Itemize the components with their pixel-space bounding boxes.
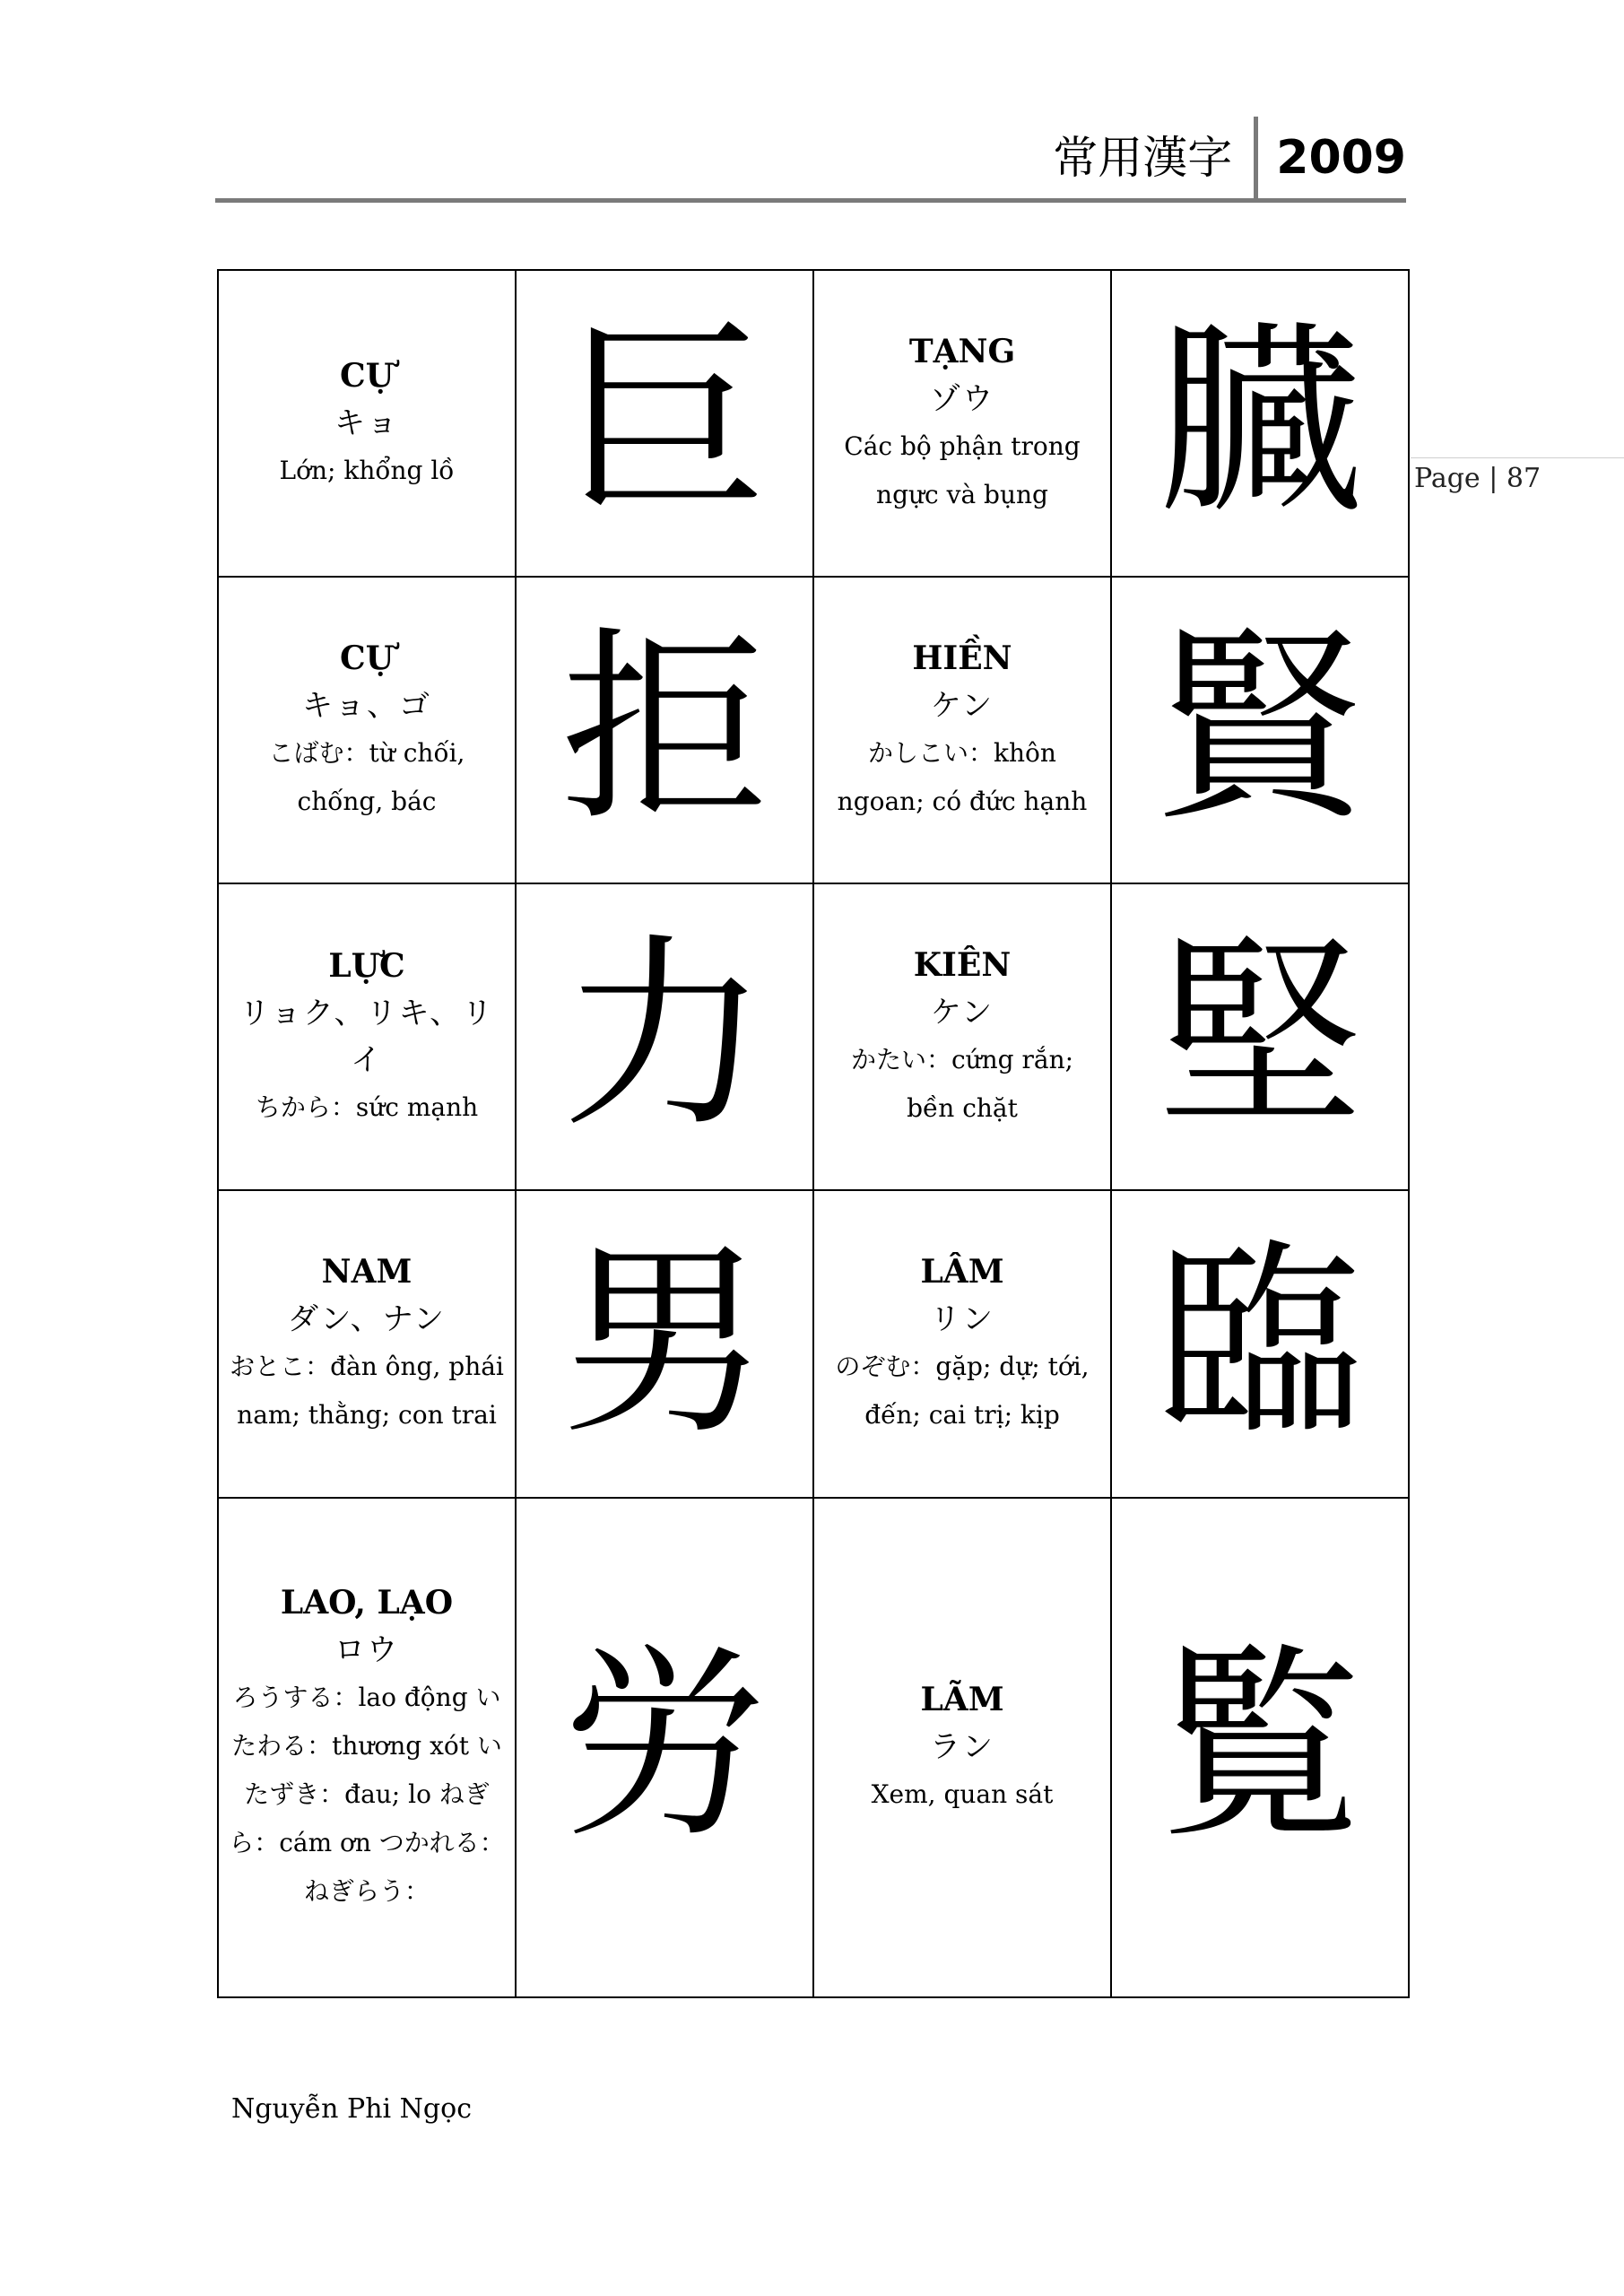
kanji-info-cell bbox=[813, 883, 1111, 1190]
kanji-character: 堅 bbox=[1156, 917, 1363, 1157]
kanji-character: 拒 bbox=[560, 610, 768, 850]
kanji-cell bbox=[516, 883, 813, 1190]
kanji-cell bbox=[1111, 577, 1409, 883]
meaning: こばむ：từ chối, chống, bác bbox=[268, 738, 465, 817]
kanji-info-cell bbox=[218, 1498, 516, 1998]
kanji-cell bbox=[1111, 270, 1409, 577]
on-reading: ラン bbox=[930, 1729, 994, 1766]
on-reading: キョ、ゴ bbox=[302, 688, 431, 725]
on-reading: キョ bbox=[334, 405, 399, 442]
footer-author: Nguyễn Phi Ngọc bbox=[231, 2093, 472, 2125]
on-reading: ケン bbox=[930, 995, 994, 1031]
kanji-cell bbox=[516, 270, 813, 577]
table-row bbox=[218, 883, 1409, 1190]
sino-vietnamese-reading: LAO, LẠO bbox=[280, 1584, 454, 1622]
kanji-cell bbox=[516, 1190, 813, 1497]
kanji-character: 覧 bbox=[1156, 1627, 1363, 1867]
kanji-info-cell bbox=[813, 1190, 1111, 1497]
sino-vietnamese-reading: TẠNG bbox=[908, 333, 1016, 371]
kanji-info-cell bbox=[813, 577, 1111, 883]
kanji-table bbox=[217, 269, 1410, 1998]
on-reading: リョク、リキ、リイ bbox=[239, 996, 495, 1079]
kanji-info-cell bbox=[218, 577, 516, 883]
kanji-cell bbox=[1111, 883, 1409, 1190]
kanji-cell bbox=[1111, 1498, 1409, 1998]
kanji-character: 巨 bbox=[560, 303, 768, 544]
header-year: 2009 bbox=[1276, 131, 1406, 185]
sino-vietnamese-reading: NAM bbox=[321, 1253, 413, 1292]
header-title: 常用漢字 bbox=[1053, 132, 1233, 184]
meaning: おとこ：đàn ông, phái nam; thằng; con trai bbox=[230, 1352, 504, 1431]
meaning: かしこい：khôn ngoan; có đức hạnh bbox=[837, 738, 1088, 817]
meaning: Lớn; khổng lồ bbox=[279, 456, 455, 486]
meaning: ろうする：lao động いたわる：thương xót いたずき：đau; lo ねぎら：cám ơn つかれる：ねぎらう： bbox=[229, 1683, 505, 1907]
page-number-rule bbox=[1411, 457, 1624, 458]
kanji-info-cell bbox=[218, 270, 516, 577]
kanji-cell bbox=[516, 577, 813, 883]
table-row bbox=[218, 577, 1409, 883]
kanji-info-cell bbox=[813, 270, 1111, 577]
page-number: Page | 87 bbox=[1414, 463, 1541, 494]
meaning: ちから：sức mạnh bbox=[255, 1092, 479, 1123]
kanji-character: 力 bbox=[560, 917, 768, 1157]
table-row bbox=[218, 1190, 1409, 1497]
kanji-info-cell bbox=[218, 1190, 516, 1497]
on-reading: ケン bbox=[930, 688, 994, 725]
meaning: Xem, quan sát bbox=[871, 1779, 1054, 1810]
kanji-character: 賢 bbox=[1156, 610, 1363, 850]
header-rule bbox=[215, 198, 1406, 203]
table-row bbox=[218, 270, 1409, 577]
meaning: かたい：cứng rắn; bền chặt bbox=[850, 1045, 1074, 1124]
on-reading: ロウ bbox=[334, 1632, 399, 1669]
kanji-info-cell bbox=[218, 883, 516, 1190]
meaning: Các bộ phận trong ngực và bụng bbox=[844, 431, 1081, 510]
sino-vietnamese-reading: LÃM bbox=[920, 1681, 1004, 1719]
sino-vietnamese-reading: CỰ bbox=[339, 639, 395, 678]
sino-vietnamese-reading: LÂM bbox=[920, 1253, 1004, 1292]
sino-vietnamese-reading: KIÊN bbox=[913, 946, 1012, 985]
on-reading: ダン、ナン bbox=[288, 1301, 446, 1338]
on-reading: リン bbox=[930, 1301, 994, 1338]
on-reading: ゾウ bbox=[930, 381, 994, 418]
table-row bbox=[218, 1498, 1409, 1998]
page-header bbox=[1053, 117, 1406, 199]
kanji-character: 臓 bbox=[1156, 303, 1363, 544]
kanji-character: 臨 bbox=[1156, 1223, 1363, 1464]
sino-vietnamese-reading: HIỀN bbox=[912, 639, 1012, 678]
kanji-cell bbox=[1111, 1190, 1409, 1497]
kanji-character: 労 bbox=[560, 1627, 768, 1867]
sino-vietnamese-reading: CỰ bbox=[339, 357, 395, 396]
kanji-cell bbox=[516, 1498, 813, 1998]
kanji-info-cell bbox=[813, 1498, 1111, 1998]
sino-vietnamese-reading: LỰC bbox=[328, 947, 405, 986]
meaning: のぞむ：gặp; dự; tới, đến; cai trị; kịp bbox=[835, 1352, 1090, 1431]
kanji-character: 男 bbox=[560, 1223, 768, 1464]
